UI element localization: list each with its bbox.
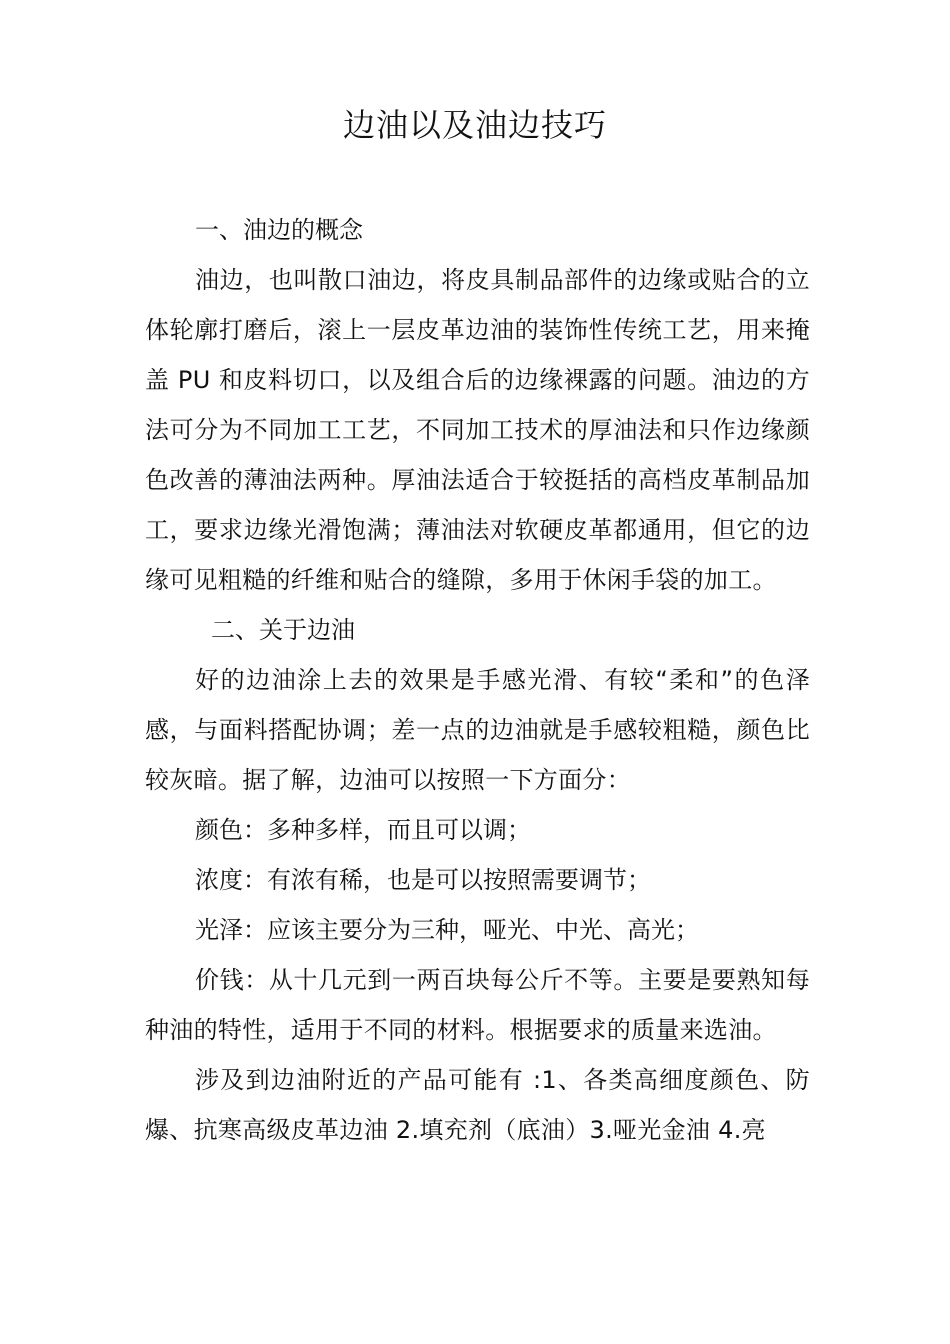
item-concentration: 浓度：有浓有稀，也是可以按照需要调节； <box>195 866 651 894</box>
document-title: 边油以及油边技巧 <box>342 106 607 144</box>
products-paragraph: 涉及到边油附近的产品可能有 :1、各类高细度颜色、防爆、抗寒高级皮革边油 2.填充剂（底油）3.哑光金油 4.亮 <box>145 1066 810 1144</box>
concept-paragraph: 油边，也叫散口油边，将皮具制品部件的边缘或贴合的立体轮廓打磨后，滚上一层皮革边油的装饰性传统工艺，用来掩盖 PU 和皮料切口，以及组合后的边缘裸露的问题。油边的方法可分为不同加工工艺，不同加工技术的厚油法和只作边缘颜色改善的薄油法两种。厚油法适合于较挺括的高档皮革制品加工，要求边缘光滑饱满；薄油法对软硬皮革都通用，但它的边缘可见粗糙的纤维和贴合的缝隙，多用于休闲手袋的加工。 <box>145 266 810 594</box>
document-body <box>145 205 810 1155</box>
item-gloss: 光泽：应该主要分为三种，哑光、中光、高光； <box>195 916 699 944</box>
price-paragraph: 价钱：从十几元到一两百块每公斤不等。主要是要熟知每种油的特性，适用于不同的材料。根据要求的质量来选油。 <box>145 966 810 1044</box>
item-color: 颜色：多种多样，而且可以调； <box>195 816 531 844</box>
section-heading-concept: 一、油边的概念 <box>195 216 363 244</box>
section-heading-edge-oil: 二、关于边油 <box>211 616 355 644</box>
edge-oil-intro-paragraph: 好的边油涂上去的效果是手感光滑、有较“柔和”的色泽感，与面料搭配协调；差一点的边油就是手感较粗糙，颜色比较灰暗。据了解，边油可以按照一下方面分： <box>145 666 810 794</box>
